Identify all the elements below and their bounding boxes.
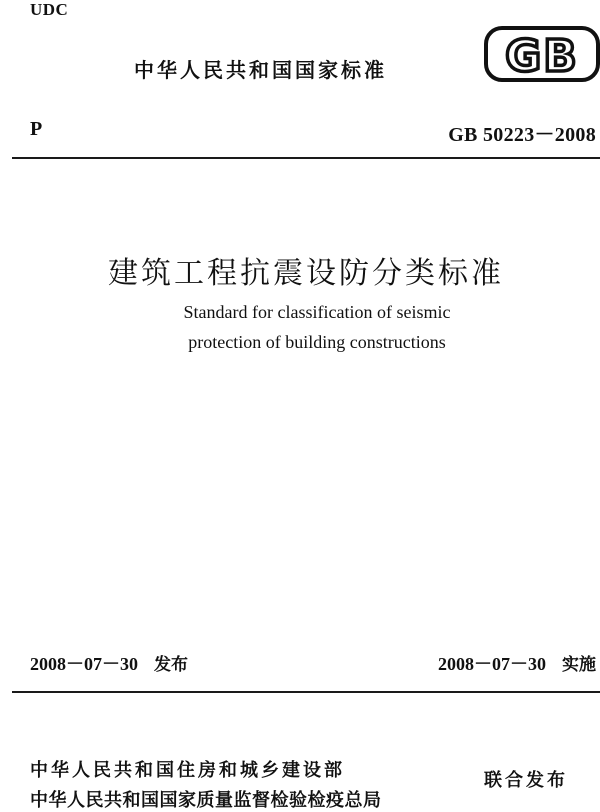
top-divider bbox=[12, 157, 600, 159]
udc-label: UDC bbox=[30, 0, 69, 19]
bottom-divider bbox=[12, 691, 600, 693]
joint-release-label: 联合发布 bbox=[484, 770, 568, 791]
implementation-label: 实施 bbox=[562, 655, 596, 675]
title-english-line2: protection of building constructions bbox=[188, 332, 446, 352]
publisher-aqsiq: 中华人民共和国国家质量监督检验检疫总局 bbox=[30, 790, 382, 811]
national-standard-heading: 中华人民共和国国家标准 bbox=[134, 58, 387, 82]
issue-date-line bbox=[30, 650, 188, 676]
standard-number: GB 50223－2008 bbox=[448, 124, 596, 146]
category-code: P bbox=[30, 118, 43, 140]
implementation-date-line bbox=[438, 650, 596, 676]
issue-date: 2008－07－30 bbox=[30, 654, 138, 674]
implementation-date: 2008－07－30 bbox=[438, 654, 546, 674]
gb-logo bbox=[484, 24, 600, 84]
publisher-ministry: 中华人民共和国住房和城乡建设部 bbox=[30, 760, 345, 781]
issue-label: 发布 bbox=[154, 655, 188, 675]
title-english-line1: Standard for classification of seismic bbox=[183, 302, 451, 322]
gb-logo-text: GB bbox=[505, 31, 579, 82]
title-chinese: 建筑工程抗震设防分类标准 bbox=[108, 256, 504, 291]
